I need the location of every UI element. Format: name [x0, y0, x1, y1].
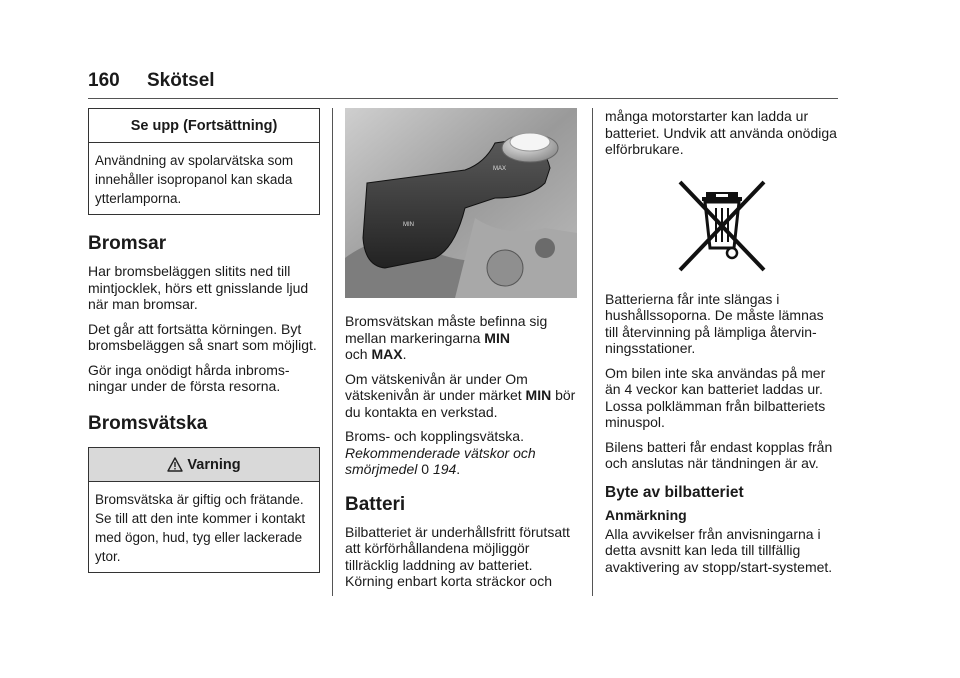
- warning-title: Varning: [187, 456, 241, 473]
- reference-link[interactable]: Rekommenderade vätskor och smörjmedel 0 194: [345, 444, 536, 477]
- bromsar-paragraph-2: Det går att fortsätta körningen. Byt bromsbeläggen så snart som möjligt.: [88, 320, 317, 353]
- header-rule: [88, 98, 838, 99]
- column-3: [605, 108, 839, 583]
- fluid-level-paragraph: Bromsvätskan måste befinna sig mellan markeringarna MIN och MAX.: [345, 313, 548, 362]
- photo-label-min: MIN: [403, 222, 414, 228]
- section-title: Skötsel: [146, 70, 215, 91]
- battery-disconnect-paragraph: Bilens batteri får endast kopplas från och anslutas när tändningen är av.: [605, 438, 833, 471]
- photo-label-max: MAX: [493, 166, 507, 172]
- column-1: [88, 108, 320, 573]
- warning-box: [88, 447, 320, 573]
- caution-box-body: [89, 143, 319, 214]
- warning-triangle-icon: [167, 457, 183, 472]
- crossed-out-wheelie-bin-icon: [672, 178, 772, 273]
- column-2: [345, 108, 577, 598]
- caution-box-title: Se upp (Fortsättning): [89, 109, 319, 143]
- battery-disposal-paragraph: Batterierna får inte slängas i hushållssoporna. De måste lämnas till återvinning på lämpliga återvin-ningsstationer.: [605, 290, 824, 356]
- column-divider-1: [332, 108, 333, 596]
- warning-box-body: [89, 482, 319, 572]
- battery-storage-paragraph: Om bilen inte ska användas på mer än 4 veckor kan batteriet laddas ur. Lossa polklämman från bilbatteriets minuspol.: [605, 364, 826, 430]
- caution-text: Användning av spolarvätska som innehåller isopropanol kan skada ytterlamporna.: [95, 153, 294, 206]
- heading-batteri: Batteri: [345, 493, 406, 515]
- heading-byte-av-bilbatteriet: Byte av bilbatteriet: [605, 483, 744, 501]
- battery-paragraph-cont: många motorstarter kan ladda ur batteriet. Undvik att använda onödiga elförbrukare.: [605, 108, 837, 157]
- note-heading: Anmärkning: [605, 506, 687, 523]
- low-level-paragraph: Om vätskenivån är under Om vätskenivån är under märket MIN bör du kontakta en verkstad.: [345, 370, 576, 420]
- brake-fluid-reservoir-photo: [345, 108, 577, 298]
- column-divider-2: [592, 108, 593, 596]
- heading-bromsvatska: Bromsvätska: [88, 412, 208, 434]
- page-number: 160: [88, 70, 120, 91]
- caution-box: [88, 108, 320, 215]
- warning-text: Bromsvätska är giftig och frätande. Se till att den inte kommer i kontakt med ögon, hud, tyg eller lackerade ytor.: [95, 491, 306, 564]
- note-text: Alla avvikelser från anvisningarna i detta avsnitt kan leda till tillfällig avaktivering av stopp/start-systemet.: [605, 525, 833, 575]
- batteri-paragraph-1: Bilbatteriet är underhållsfritt förutsatt att körförhållandena möjliggör tillräcklig laddning av batteriet. Körning enbart korta sträckor och: [345, 523, 570, 589]
- page-header: [88, 70, 215, 92]
- bromsar-paragraph-1: Har bromsbeläggen slitits ned till mintjocklek, hörs ett gnisslande ljud när man bromsar.: [88, 263, 309, 312]
- warning-box-title: [89, 448, 319, 482]
- heading-bromsar: Bromsar: [88, 233, 167, 254]
- bromsar-paragraph-3: Gör inga onödigt hårda inbroms-ningar under de första resorna.: [88, 361, 290, 394]
- fluid-reference-paragraph: Broms- och kopplingsvätska. Rekommenderade vätskor och smörjmedel 0 194.: [345, 428, 536, 477]
